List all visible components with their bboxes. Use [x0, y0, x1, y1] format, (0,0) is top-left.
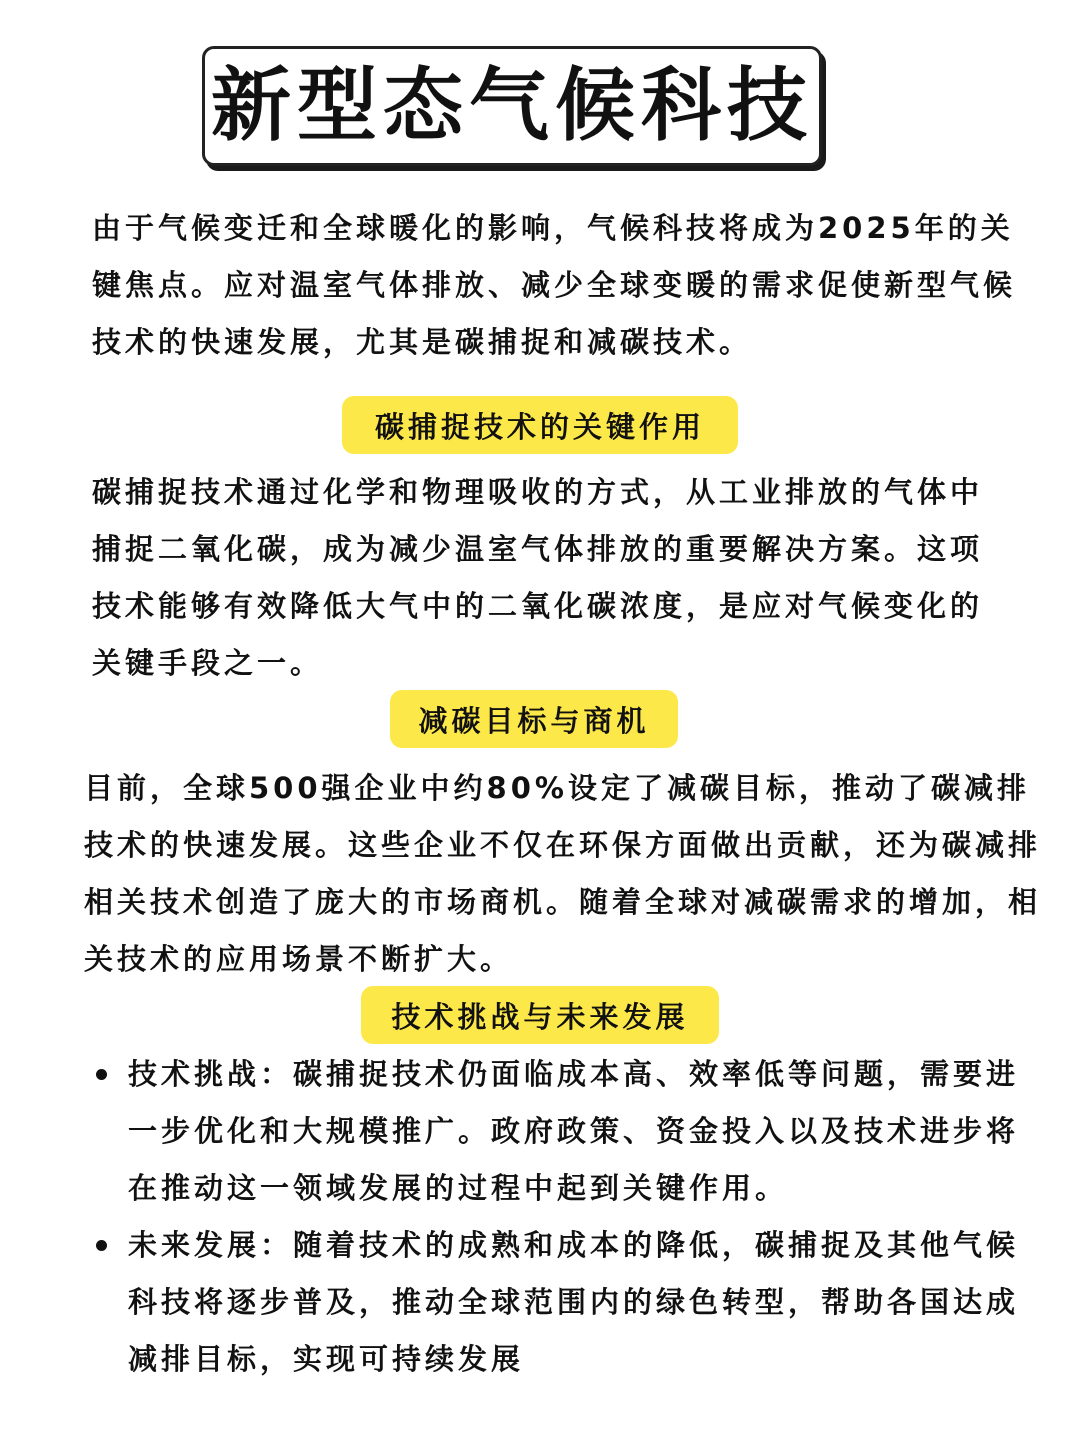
section-body-reduction-targets: 目前，全球500强企业中约80%设定了减碳目标，推动了碳减排技术的快速发展。这些企业不仅在环保方面做出贡献，还为碳减排相关技术创造了庞大的市场商机。随着全球对减碳需求的增加，相关技术的应用场景不断扩大。 — [84, 771, 1042, 976]
section-heading-carbon-capture: 碳捕捉技术的关键作用 — [342, 396, 738, 454]
list-item — [94, 1217, 1044, 1388]
list-item — [94, 1046, 1044, 1217]
list-item-text: 未来发展：随着技术的成熟和成本的降低，碳捕捉及其他气候科技将逐步普及，推动全球范围内的绿色转型，帮助各国达成减排目标，实现可持续发展 — [128, 1228, 1020, 1376]
section-heading-challenges: 技术挑战与未来发展 — [361, 986, 719, 1044]
bullet-dot-icon — [96, 1240, 107, 1251]
bullet-dot-icon — [96, 1069, 107, 1080]
challenges-list — [94, 1046, 1044, 1388]
section-body-carbon-capture: 碳捕捉技术通过化学和物理吸收的方式，从工业排放的气体中捕捉二氧化碳，成为减少温室气体排放的重要解决方案。这项技术能够有效降低大气中的二氧化碳浓度，是应对气候变化的关键手段之一。 — [92, 475, 984, 680]
list-item-text: 技术挑战：碳捕捉技术仍面临成本高、效率低等问题，需要进一步优化和大规模推广。政府政策、资金投入以及技术进步将在推动这一领域发展的过程中起到关键作用。 — [128, 1057, 1020, 1205]
title-box — [202, 46, 822, 166]
intro-paragraph: 由于气候变迁和全球暖化的影响，气候科技将成为2025年的关键焦点。应对温室气体排放、减少全球变暖的需求促使新型气候技术的快速发展，尤其是碳捕捉和减碳技术。 — [92, 211, 1017, 359]
page-title: 新型态气候科技 — [211, 59, 813, 152]
section-heading-reduction-targets: 减碳目标与商机 — [390, 690, 678, 748]
